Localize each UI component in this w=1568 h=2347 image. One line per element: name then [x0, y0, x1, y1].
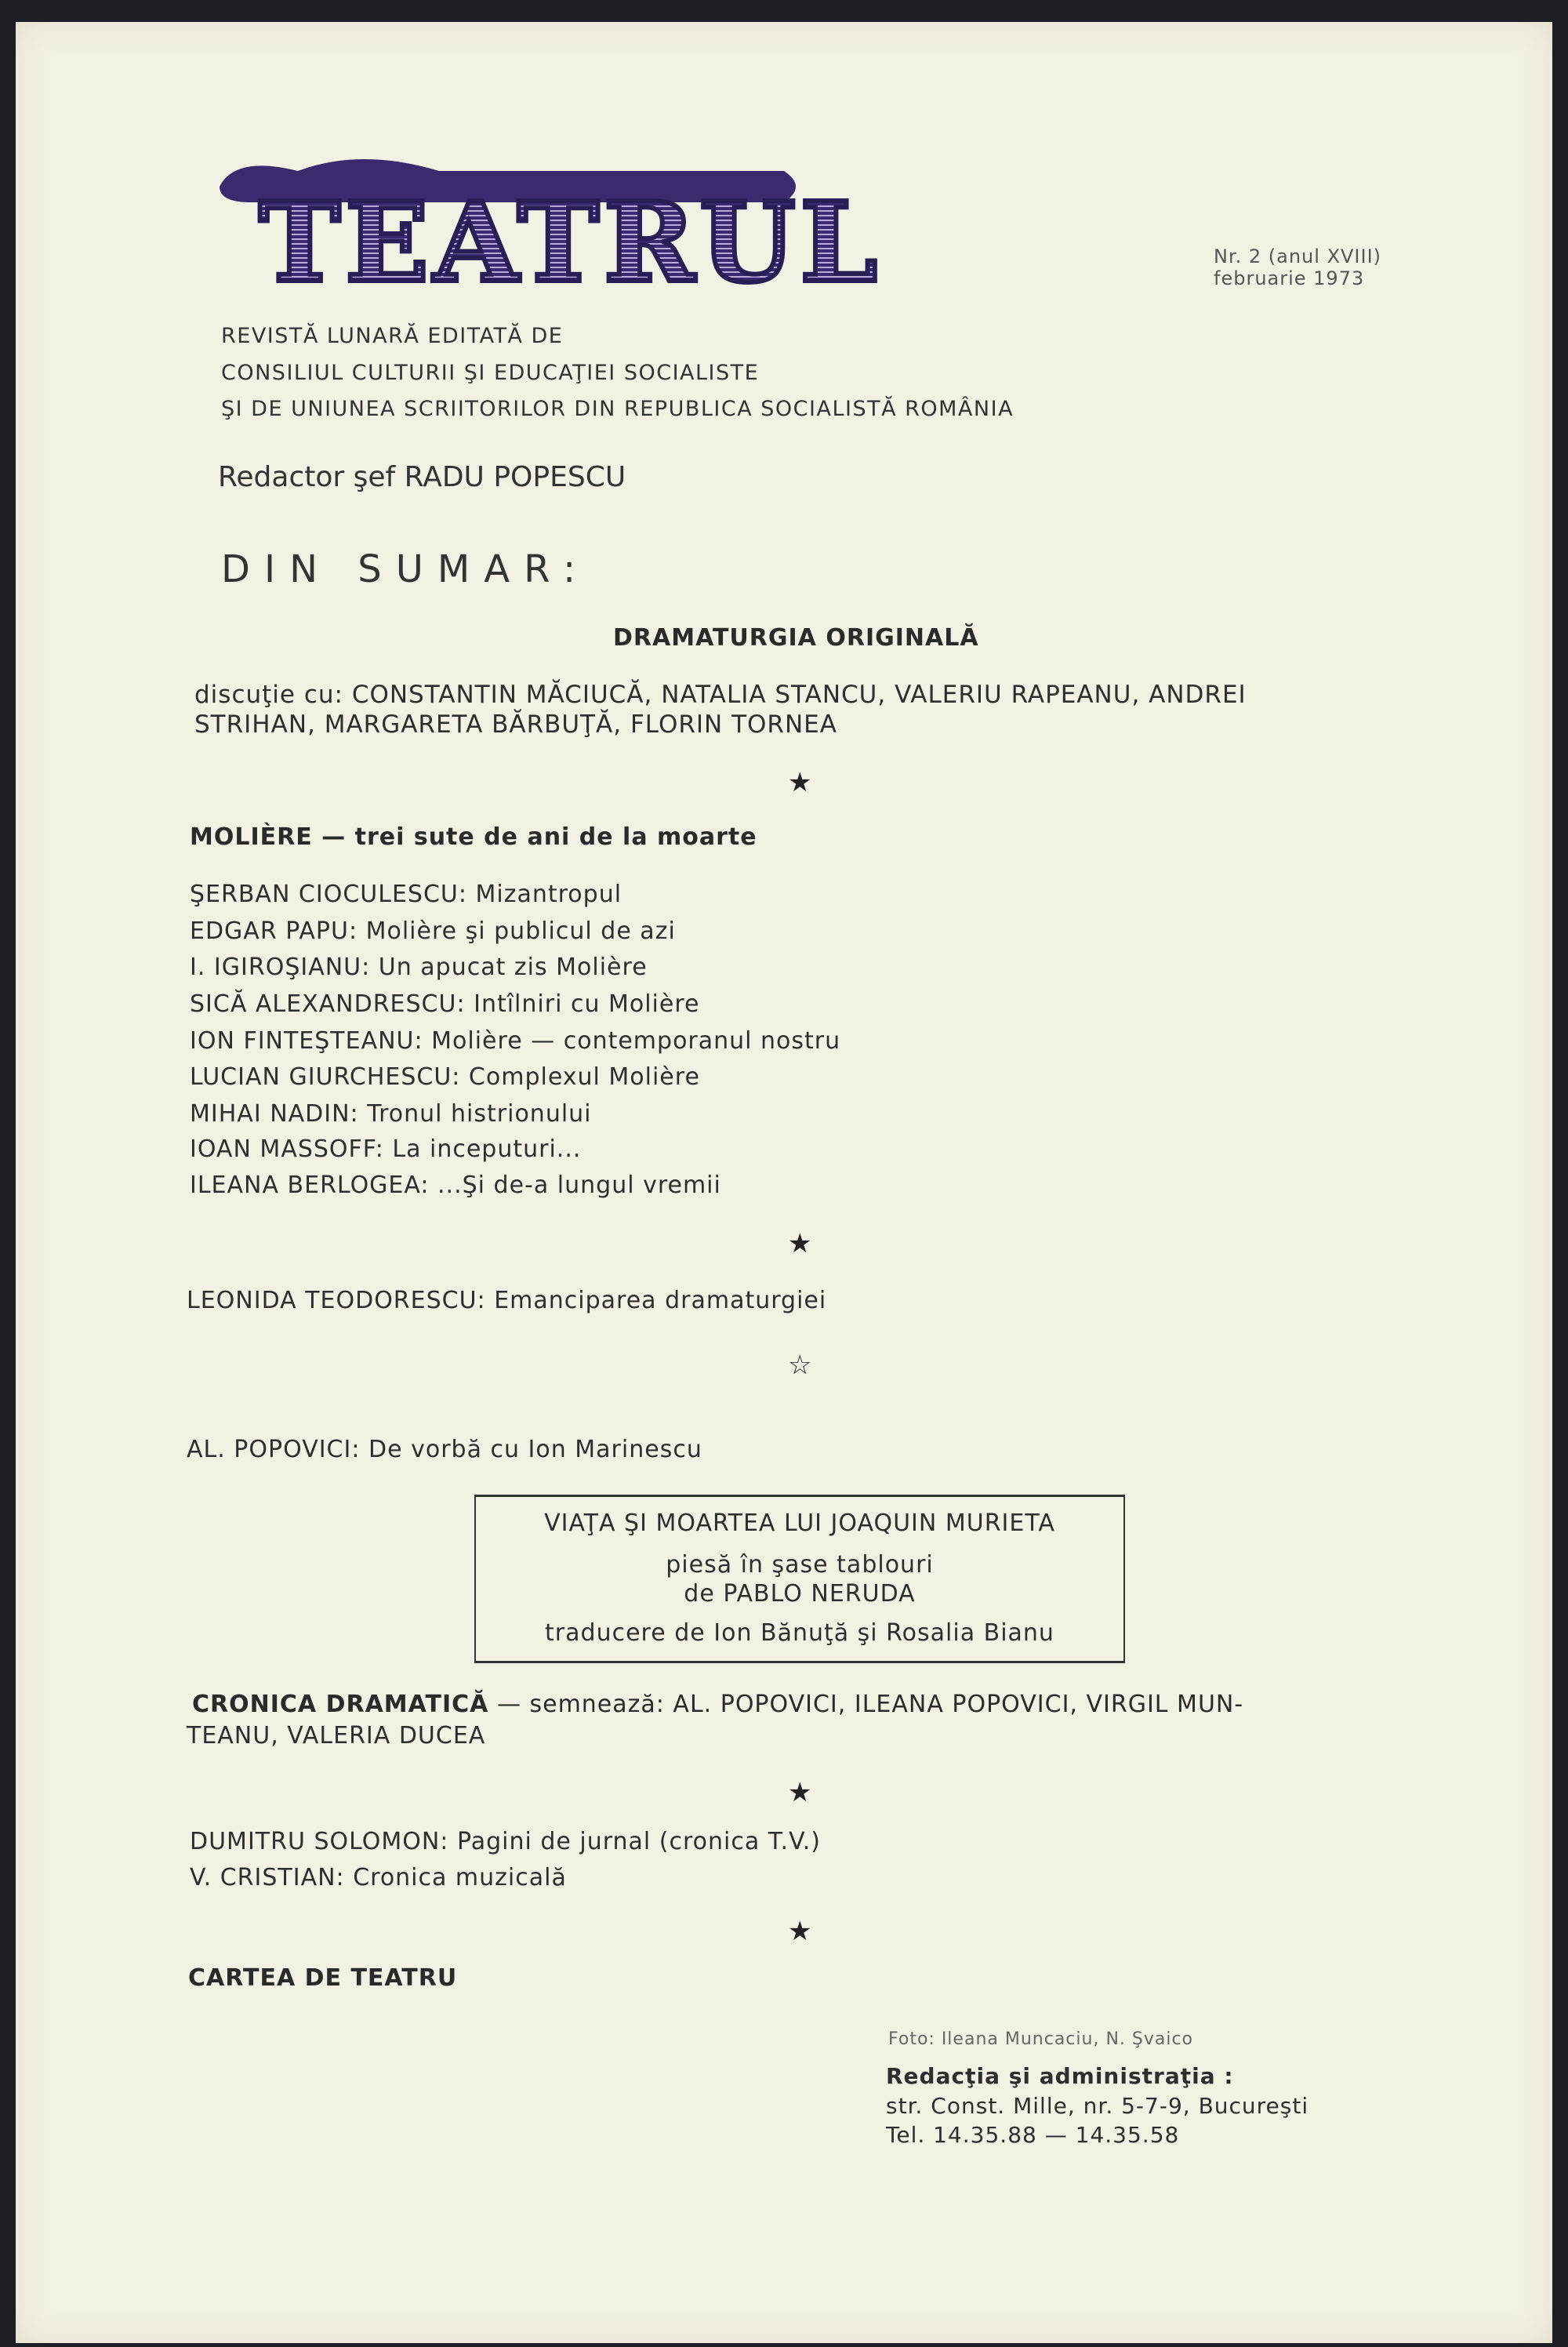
popovici-item: AL. POPOVICI: De vorbă cu Ion Marinescu: [187, 1436, 702, 1463]
play-translation: traducere de Ion Bănuţă şi Rosalia Bianu: [545, 1619, 1054, 1647]
moliere-item: MIHAI NADIN: Tronul histrionului: [190, 1100, 592, 1128]
editor-in-chief: Redactor şef RADU POPESCU: [218, 461, 626, 493]
misc-item: V. CRISTIAN: Cronica muzicală: [190, 1864, 567, 1891]
star-divider-3: ★: [788, 1777, 812, 1808]
redactia-label: Redacţia şi administraţia :: [886, 2063, 1234, 2089]
logo-wordmark: TEATRUL: [259, 179, 882, 307]
star-divider-2: ★: [788, 1228, 812, 1259]
teodorescu-item: LEONIDA TEODORESCU: Emanciparea dramaturgiei: [187, 1287, 827, 1314]
issue-number: Nr. 2 (anul XVIII): [1214, 245, 1382, 267]
issue-date: februarie 1973: [1214, 267, 1365, 289]
cronica-line-2: TEANU, VALERIA DUCEA: [187, 1722, 486, 1749]
play-subtitle: piesă în şase tablouri: [666, 1551, 934, 1579]
star-outline-divider: ☆: [788, 1350, 812, 1381]
summary-title: DIN SUMAR:: [221, 547, 590, 591]
dramaturgia-line-2: STRIHAN, MARGARETA BĂRBUŢĂ, FLORIN TORNEA: [194, 710, 837, 739]
cronica-authors: — semnează: AL. POPOVICI, ILEANA POPOVICI, VIRGIL MUN-: [488, 1691, 1244, 1718]
publisher-line-2: CONSILIUL CULTURII ŞI EDUCAŢIEI SOCIALISTE: [221, 361, 760, 385]
moliere-heading-rest: — trei sute de ani de la moarte: [312, 823, 757, 851]
dramaturgia-heading: DRAMATURGIA ORIGINALĂ: [613, 624, 979, 652]
issue-info: [1214, 245, 1381, 289]
publisher-line-3: ŞI DE UNIUNEA SCRIITORILOR DIN REPUBLICA SOCIALISTĂ ROMÂNIA: [221, 397, 1014, 421]
moliere-item: IOAN MASSOFF: La inceputuri...: [190, 1135, 582, 1163]
moliere-heading: [190, 823, 757, 851]
play-author: de PABLO NERUDA: [684, 1580, 916, 1608]
address: str. Const. Mille, nr. 5-7-9, Bucureşti: [886, 2093, 1309, 2119]
featured-play-box: [474, 1495, 1125, 1663]
moliere-item: LUCIAN GIURCHESCU: Complexul Molière: [190, 1063, 700, 1091]
moliere-item: ILEANA BERLOGEA: ...Şi de-a lungul vremii: [190, 1172, 721, 1199]
teatrul-logo: [204, 140, 882, 307]
photo-credits: Foto: Ileana Muncaciu, N. Şvaico: [888, 2029, 1194, 2049]
moliere-item: ION FINTEŞTEANU: Molière — contemporanul nostru: [190, 1027, 841, 1055]
cartea-heading: CARTEA DE TEATRU: [188, 1964, 458, 1992]
moliere-item: EDGAR PAPU: Molière şi publicul de azi: [190, 917, 676, 945]
moliere-item: I. IGIROŞIANU: Un apucat zis Molière: [190, 954, 648, 981]
dramaturgia-line-1: discuţie cu: CONSTANTIN MĂCIUCĂ, NATALIA STANCU, VALERIU RAPEANU, ANDREI: [194, 681, 1247, 709]
moliere-item: ŞERBAN CIOCULESCU: Mizantropul: [190, 881, 622, 908]
misc-item: DUMITRU SOLOMON: Pagini de jurnal (cronica T.V.): [190, 1828, 821, 1855]
star-divider-1: ★: [788, 767, 812, 798]
cronica-heading: CRONICA DRAMATICĂ: [192, 1691, 489, 1718]
star-divider-4: ★: [788, 1916, 812, 1947]
moliere-heading-bold: MOLIÈRE: [190, 823, 313, 851]
moliere-item: SICĂ ALEXANDRESCU: Intîlniri cu Molière: [190, 990, 700, 1018]
play-title: VIAŢA ŞI MOARTEA LUI JOAQUIN MURIETA: [544, 1510, 1055, 1537]
magazine-page: [16, 22, 1552, 2343]
publisher-line-1: REVISTĂ LUNARĂ EDITATĂ DE: [221, 324, 564, 348]
phone: Tel. 14.35.88 — 14.35.58: [886, 2122, 1180, 2148]
cronica-line-1: [192, 1691, 1243, 1718]
